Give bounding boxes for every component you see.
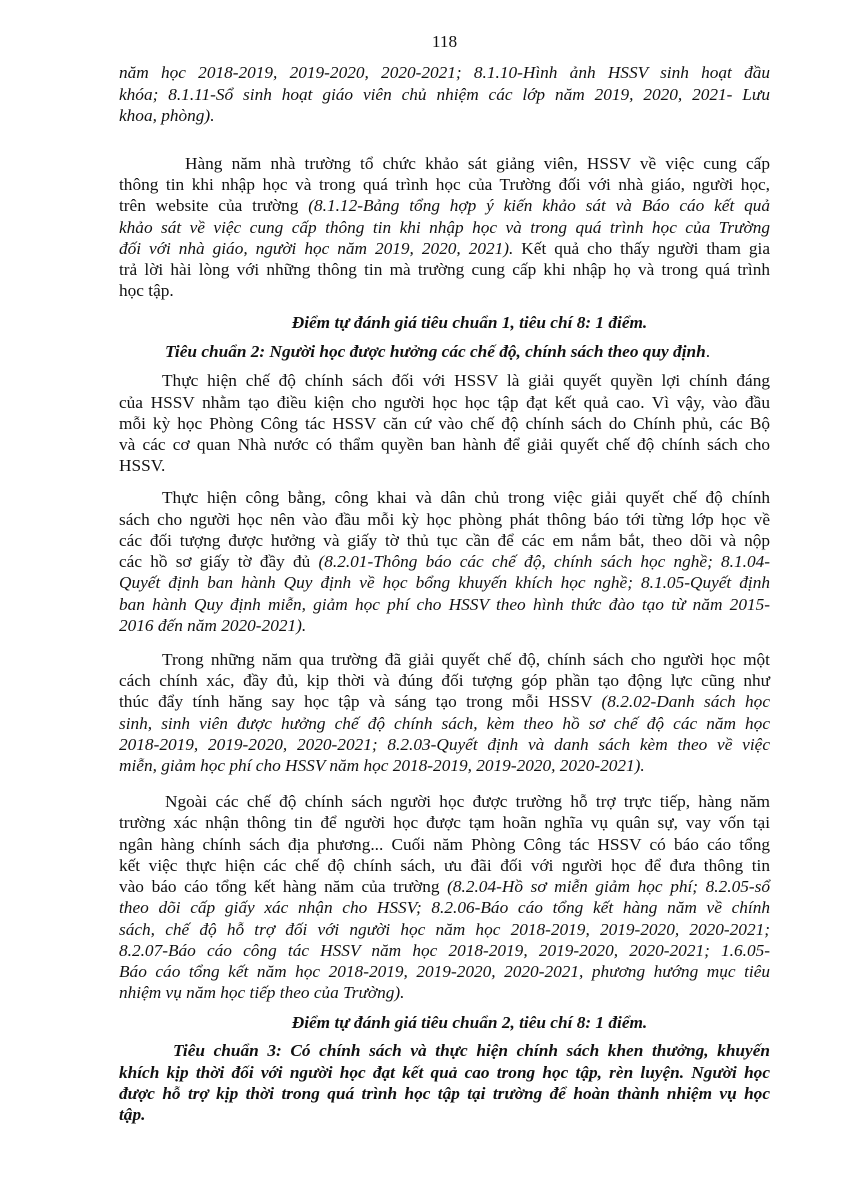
text-segment: 2018-2019, 2019-2020, 2020-2021; 8.2.03-Quyết định và danh sách kèm theo về việc — [119, 734, 770, 754]
text-line — [119, 153, 770, 174]
text-segment: khích kịp thời đối với người học đạt kết quả cao trong học tập, rèn luyện. Người học — [119, 1062, 770, 1082]
text-line — [119, 572, 770, 593]
text-segment: HSSV. — [119, 456, 166, 476]
text-line — [119, 174, 770, 195]
text-line — [119, 195, 770, 216]
text-line — [119, 341, 770, 362]
paragraph — [119, 649, 770, 777]
text-segment: thúc đẩy tính hăng say học tập và sáng tạo trong mỗi HSSV — [119, 692, 602, 712]
text-segment: trường xác nhận thông tin để người học được tạm hoãn nghĩa vụ quân sự, vay vốn tại — [119, 813, 770, 833]
text-line — [119, 940, 770, 961]
paragraph — [119, 62, 770, 126]
text-line — [119, 1104, 770, 1125]
text-segment: tập. — [119, 1105, 146, 1125]
text-line — [119, 594, 770, 615]
paragraph — [119, 153, 770, 302]
text-line — [119, 734, 770, 755]
text-segment: trả lời hài lòng với những thông tin mà trường cung cấp khi nhập họ và trong quá trình — [119, 260, 770, 280]
text-line — [119, 455, 770, 476]
text-segment: học tập. — [119, 281, 174, 301]
text-segment: 8.2.07-Báo cáo công tác HSSV năm học 2018-2019, 2019-2020, 2020-2021; 1.6.05- — [119, 940, 770, 960]
text-segment: (8.2.04-Hồ sơ miễn giảm học phí; 8.2.05-sổ — [447, 877, 770, 897]
text-segment: các đối tượng được hưởng và giấy tờ thủ tục cần để các em nắm bắt, theo dõi và nộp — [119, 530, 770, 550]
text-line — [119, 217, 770, 238]
text-segment: Điểm tự đánh giá tiêu chuẩn 2, tiêu chí 8: 1 điểm. — [291, 1013, 648, 1033]
self-assessment-score — [119, 312, 770, 333]
text-line — [119, 649, 770, 670]
text-line — [119, 84, 770, 105]
text-line — [119, 413, 770, 434]
text-line — [119, 670, 770, 691]
text-segment: khóa; 8.1.11-Sổ sinh hoạt giáo viên chủ nhiệm các lớp năm 2019, 2020, 2021- Lưu — [119, 84, 770, 104]
text-line — [119, 855, 770, 876]
text-segment: Thực hiện công bằng, công khai và dân chủ trong việc giải quyết chế độ chính — [162, 488, 770, 508]
text-segment: miễn, giảm học phí cho HSSV năm học 2018-2019, 2019-2020, 2020-2021). — [119, 756, 645, 776]
paragraph — [119, 487, 770, 636]
text-segment: (8.2.02-Danh sách học — [601, 692, 770, 712]
text-line — [119, 691, 770, 712]
text-segment: ngân hàng chính sách địa phương... Cuối năm Phòng Công tác HSSV có báo cáo tổng — [119, 834, 770, 854]
text-segment: Tiêu chuẩn 3: Có chính sách và thực hiện chính sách khen thưởng, khuyến — [173, 1041, 770, 1061]
text-line — [119, 1012, 770, 1033]
text-line — [119, 551, 770, 572]
text-segment: (8.2.01-Thông báo các chế độ, chính sách học nghề; 8.1.04- — [318, 552, 770, 572]
text-segment: trên website của trường — [119, 196, 309, 216]
text-segment: khảo sát về việc cung cấp thông tin khi nhập học và trong quá trình học của Trường — [119, 217, 770, 237]
text-line — [119, 755, 770, 776]
text-segment: Hàng năm nhà trường tổ chức khảo sát giảng viên, HSSV về việc cung cấp — [185, 153, 770, 173]
text-segment: mỗi kỳ học Phòng Công tác HSSV căn cứ vào chế độ chính sách do Chính phủ, các Bộ — [119, 413, 770, 433]
text-line — [119, 834, 770, 855]
text-line — [119, 62, 770, 83]
text-line — [119, 280, 770, 301]
text-segment: và các cơ quan Nhà nước có thẩm quyền ban hành để giải quyết chế độ chính sách cho — [119, 435, 770, 455]
text-line — [119, 812, 770, 833]
text-segment: các hồ sơ giấy tờ đầy đủ — [119, 552, 319, 572]
text-line — [119, 105, 770, 126]
document-body — [119, 62, 770, 1125]
text-segment: của HSSV nhằm tạo điều kiện cho người học học tập đạt kết quả cao. Vì vậy, vào đầu — [119, 392, 770, 412]
text-segment: 2016 đến năm 2020-2021). — [119, 615, 307, 635]
paragraph — [119, 791, 770, 1004]
text-segment: năm học 2018-2019, 2019-2020, 2020-2021; 8.1.10-Hình ảnh HSSV sinh hoạt đầu — [119, 63, 770, 83]
text-line — [119, 259, 770, 280]
text-line — [119, 1083, 770, 1104]
text-line — [119, 713, 770, 734]
text-segment: Ngoài các chế độ chính sách người học được trường hỗ trợ trực tiếp, hàng năm — [165, 792, 770, 812]
text-segment: thông tin khi nhập học và trong quá trình học của Trường đối với nhà giáo, người học, — [119, 175, 770, 195]
text-line — [119, 530, 770, 551]
text-segment: sinh, sinh viên được hưởng chế độ chính sách, kèm theo hồ sơ chế độ các năm học — [119, 713, 770, 733]
text-segment: sách cho người học nên vào đầu mỗi kỳ học phòng phát thông báo tới từng lớp học về — [119, 509, 770, 529]
text-line — [119, 961, 770, 982]
text-line — [119, 791, 770, 812]
self-assessment-score — [119, 1012, 770, 1033]
text-segment: Quyết định ban hành Quy định về học bổng khuyến khích học nghề; 8.1.05-Quyết định — [119, 573, 770, 593]
text-segment: (8.1.12-Bảng tổng hợp ý kiến khảo sát và Báo cáo kết quả — [308, 196, 770, 216]
text-line — [119, 312, 770, 333]
text-segment: vào báo cáo tổng kết hàng năm của trường — [119, 877, 448, 897]
text-line — [119, 509, 770, 530]
page-number: 118 — [431, 32, 458, 51]
text-segment: khoa, phòng). — [119, 105, 215, 125]
text-segment: . — [705, 342, 711, 362]
text-segment: sách, chế độ hỗ trợ đối với người học năm học 2018-2019, 2019-2020, 2020-2021; — [119, 919, 770, 939]
text-line — [119, 370, 770, 391]
text-line — [119, 1040, 770, 1061]
text-line — [119, 487, 770, 508]
text-segment: Báo cáo tổng kết năm học 2018-2019, 2019-2020, 2020-2021, phương hướng mục tiêu — [119, 962, 770, 982]
text-line — [119, 434, 770, 455]
text-line — [119, 392, 770, 413]
text-segment: cách chính xác, đầy đủ, kịp thời và đúng đối tượng góp phần tạo động lực cũng như — [119, 671, 770, 691]
text-segment: được hỗ trợ kịp thời trong quá trình học tập tại trường để hoàn thành nhiệm vụ học — [119, 1083, 770, 1103]
text-segment: ban hành Quy định miễn, giảm học phí cho HSSV theo hình thức đào tạo từ năm 2015- — [119, 594, 770, 614]
text-segment: Kết quả cho thấy người tham gia — [513, 238, 770, 258]
text-line — [119, 876, 770, 897]
text-line — [119, 238, 770, 259]
text-segment: Điểm tự đánh giá tiêu chuẩn 1, tiêu chí 8: 1 điểm. — [291, 313, 648, 333]
text-line — [119, 1062, 770, 1083]
text-segment: nhiệm vụ năm học tiếp theo của Trường). — [119, 983, 405, 1003]
text-line — [119, 982, 770, 1003]
text-segment: kết việc thực hiện các chế độ chính sách, ưu đãi đối với người học để đưa thông tin — [119, 855, 770, 875]
text-line — [119, 615, 770, 636]
text-segment: theo dõi cấp giấy xác nhận cho HSSV; 8.2.06-Báo cáo tổng kết hàng năm về chính — [119, 898, 770, 918]
text-line — [119, 897, 770, 918]
text-segment: đối với nhà giáo, người học năm 2019, 2020, 2021). — [119, 238, 514, 258]
paragraph — [119, 370, 770, 476]
text-segment: Trong những năm qua trường đã giải quyết chế độ, chính sách cho người học một — [162, 649, 770, 669]
criterion-heading — [119, 341, 770, 362]
text-segment: Tiêu chuẩn 2: Người học được hưởng các chế độ, chính sách theo quy định — [165, 342, 706, 362]
text-line — [119, 919, 770, 940]
text-segment: Thực hiện chế độ chính sách đối với HSSV là giải quyết quyền lợi chính đáng — [162, 371, 770, 391]
criterion-heading — [119, 1040, 770, 1125]
